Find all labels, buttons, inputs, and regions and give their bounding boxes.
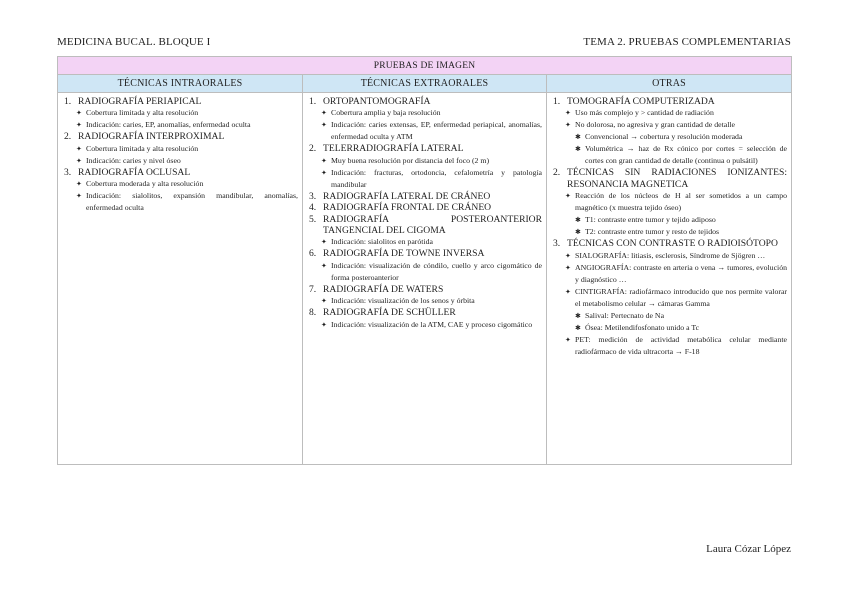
section-heading xyxy=(307,214,542,237)
section-number: 6. xyxy=(309,248,317,260)
section-number: 4. xyxy=(309,202,317,214)
bullet-text: Muy buena resolución por distancia del foco (2 m) xyxy=(331,155,490,165)
section-heading xyxy=(307,248,542,259)
bullet-text: Cobertura limitada y alta resolución xyxy=(86,143,199,153)
section-heading xyxy=(307,96,542,107)
section-heading xyxy=(307,307,542,318)
section-title: TÉCNICAS SIN RADIACIONES IONIZANTES: RESONANCIA MAGNETICA xyxy=(567,167,788,190)
bullet-item xyxy=(307,319,542,331)
bullet-text: CINTIGRAFÍA: radiofármaco introducido que nos permite valorar el metabolismo celular → cámaras Gamma xyxy=(575,286,788,308)
star-bullet-icon: ✦ xyxy=(321,320,327,329)
header-topic: TEMA 2. PRUEBAS COMPLEMENTARIAS xyxy=(583,36,791,48)
bullet-item xyxy=(551,286,787,310)
star-bullet-icon: ✦ xyxy=(76,156,82,165)
section-heading xyxy=(62,131,298,142)
bullet-text: Indicación: fracturas, ortodoncia, cefalometría y patología mandibular xyxy=(331,167,542,189)
footer-author: Laura Cózar López xyxy=(706,543,791,555)
section-heading xyxy=(551,167,787,190)
bullet-text: Cobertura limitada y alta resolución xyxy=(86,108,199,118)
sub-bullet-item xyxy=(551,143,787,167)
bullet-text: Cobertura amplia y baja resolución xyxy=(331,108,441,118)
sub-bullet-item xyxy=(551,322,787,334)
bullet-item xyxy=(62,143,298,155)
section-number: 5. xyxy=(309,213,317,225)
section-number: 1. xyxy=(64,96,72,107)
section-heading xyxy=(551,96,787,107)
star-bullet-icon: ✦ xyxy=(76,109,82,118)
bullet-item xyxy=(551,334,787,358)
bullet-text: Indicación: visualización de los senos y órbita xyxy=(331,296,475,306)
bullet-text: PET: medición de actividad metabólica celular mediante radiofármaco de vida ultracorta → F-18 xyxy=(575,334,788,356)
bullet-text: Cobertura moderada y alta resolución xyxy=(86,179,204,189)
sub-bullet-text: Ósea: Metilendifosfonato unido a Tc xyxy=(585,322,700,332)
section-number: 2. xyxy=(64,131,72,143)
star-bullet-icon: ✦ xyxy=(565,192,571,201)
sub-bullet-text: Salival: Pertecnato de Na xyxy=(585,310,665,320)
bullet-item xyxy=(307,107,542,119)
star-bullet-icon: ✦ xyxy=(565,263,571,272)
bullet-text: Indicación: sialolitos en parótida xyxy=(331,237,433,247)
section-title: RADIOGRAFÍA DE SCHÜLLER xyxy=(323,307,456,319)
sub-bullet-text: T1: contraste entre tumor y tejido adiposo xyxy=(585,215,716,225)
section-heading xyxy=(551,238,787,249)
star-bullet-icon: ✦ xyxy=(76,192,82,201)
asterisk-bullet-icon: ✱ xyxy=(575,216,581,225)
section-title: TÉCNICAS CON CONTRASTE O RADIOISÓTOPO xyxy=(567,238,778,250)
bullet-text: Indicación: sialolitos, expansión mandibular, anomalías, enfermedad oculta xyxy=(86,191,298,213)
section-number: 3. xyxy=(64,166,72,178)
section-heading xyxy=(62,96,298,107)
star-bullet-icon: ✦ xyxy=(321,156,327,165)
section-heading xyxy=(307,191,542,202)
asterisk-bullet-icon: ✱ xyxy=(575,323,581,332)
bullet-text: SIALOGRAFÍA: litiasis, esclerosis, Síndrome de Sjögren … xyxy=(575,250,766,260)
asterisk-bullet-icon: ✱ xyxy=(575,311,581,320)
section-title: RADIOGRAFÍA DE TOWNE INVERSA xyxy=(323,248,485,260)
section-title: RADIOGRAFÍA OCLUSAL xyxy=(78,166,191,178)
sub-bullet-item xyxy=(551,310,787,322)
column-intraorales xyxy=(58,93,303,465)
bullet-text: Uso más complejo y > cantidad de radiación xyxy=(575,108,714,118)
bullet-item xyxy=(551,262,787,286)
section-number: 2. xyxy=(553,167,561,179)
bullet-text: Indicación: visualización de la ATM, CAE y proceso cigomático xyxy=(331,319,533,329)
bullet-text: ANGIOGRAFÍA: contraste en arteria o vena → tumores, evolución y diagnóstico … xyxy=(575,262,788,284)
bullet-item xyxy=(551,119,787,131)
column-header-extraorales: TÉCNICAS EXTRAORALES xyxy=(303,75,547,93)
star-bullet-icon: ✦ xyxy=(76,180,82,189)
column-header-intraorales: TÉCNICAS INTRAORALES xyxy=(58,75,303,93)
asterisk-bullet-icon: ✱ xyxy=(575,145,581,154)
bullet-text: Indicación: caries y nivel óseo xyxy=(86,155,181,165)
section-title: RADIOGRAFÍA POSTEROANTERIOR TANGENCIAL DEL CIGOMA xyxy=(323,213,542,237)
bullet-item xyxy=(307,260,542,284)
star-bullet-icon: ✦ xyxy=(76,121,82,130)
asterisk-bullet-icon: ✱ xyxy=(575,228,581,237)
star-bullet-icon: ✦ xyxy=(565,335,571,344)
bullet-text: No dolorosa, no agresiva y gran cantidad de detalle xyxy=(575,120,735,130)
bullet-item xyxy=(62,155,298,167)
column-extraorales xyxy=(303,93,547,465)
sub-bullet-item xyxy=(551,226,787,238)
section-title: RADIOGRAFÍA PERIAPICAL xyxy=(78,96,202,107)
star-bullet-icon: ✦ xyxy=(565,121,571,130)
section-title: RADIOGRAFÍA LATERAL DE CRÁNEO xyxy=(323,190,491,202)
sub-bullet-text: Convencional → cobertura y resolución moderada xyxy=(585,132,743,142)
section-title: TOMOGRAFÍA COMPUTERIZADA xyxy=(567,96,715,107)
bullet-text: Reacción de los núcleos de H al ser sometidos a un campo magnético (x muestra tejido óseo) xyxy=(575,191,788,213)
section-number: 3. xyxy=(309,190,317,202)
table-title: PRUEBAS DE IMAGEN xyxy=(58,57,792,75)
section-number: 3. xyxy=(553,238,561,250)
section-number: 2. xyxy=(309,143,317,155)
star-bullet-icon: ✦ xyxy=(321,238,327,247)
section-number: 1. xyxy=(553,96,561,107)
section-title: ORTOPANTOMOGRAFÍA xyxy=(323,96,431,107)
star-bullet-icon: ✦ xyxy=(565,251,571,260)
section-title: TELERRADIOGRAFÍA LATERAL xyxy=(323,143,464,155)
bullet-item xyxy=(307,155,542,167)
star-bullet-icon: ✦ xyxy=(321,261,327,270)
section-heading xyxy=(307,202,542,213)
star-bullet-icon: ✦ xyxy=(565,287,571,296)
sub-bullet-text: T2: contraste entre tumor y resto de tejidos xyxy=(585,227,720,237)
header-subject: MEDICINA BUCAL. BLOQUE I xyxy=(57,36,211,48)
bullet-item xyxy=(551,107,787,119)
section-heading xyxy=(62,167,298,178)
section-heading xyxy=(307,284,542,295)
bullet-item xyxy=(62,107,298,119)
imaging-table xyxy=(57,56,792,465)
bullet-item xyxy=(307,119,542,143)
bullet-item xyxy=(551,250,787,262)
star-bullet-icon: ✦ xyxy=(321,109,327,118)
bullet-item xyxy=(62,119,298,131)
section-title: RADIOGRAFÍA INTERPROXIMAL xyxy=(78,131,225,143)
column-otras xyxy=(547,93,792,465)
star-bullet-icon: ✦ xyxy=(321,168,327,177)
section-number: 1. xyxy=(309,96,317,107)
star-bullet-icon: ✦ xyxy=(321,121,327,130)
bullet-text: Indicación: caries, EP, anomalías, enfermedad oculta xyxy=(86,120,251,130)
section-number: 7. xyxy=(309,283,317,295)
bullet-text: Indicación: caries extensas, EP, enfermedad periapical, anomalías, enfermedad oculta y ATM xyxy=(331,120,542,142)
sub-bullet-item xyxy=(551,214,787,226)
star-bullet-icon: ✦ xyxy=(565,109,571,118)
section-title: RADIOGRAFÍA FRONTAL DE CRÁNEO xyxy=(323,202,492,214)
bullet-text: Indicación: visualización de cóndilo, cuello y arco cigomático de forma posteroanterior xyxy=(331,260,542,282)
bullet-item xyxy=(62,190,298,214)
bullet-item xyxy=(307,167,542,191)
bullet-item xyxy=(307,236,542,248)
bullet-item xyxy=(551,190,787,214)
column-header-otras: OTRAS xyxy=(547,75,792,93)
section-title: RADIOGRAFÍA DE WATERS xyxy=(323,283,444,295)
asterisk-bullet-icon: ✱ xyxy=(575,133,581,142)
sub-bullet-item xyxy=(551,131,787,143)
sub-bullet-text: Volumétrica → haz de Rx cónico por cortes = selección de cortes con gran cantidad de detalle (continua o pulsátil) xyxy=(585,144,788,166)
bullet-item xyxy=(62,178,298,190)
star-bullet-icon: ✦ xyxy=(321,297,327,306)
star-bullet-icon: ✦ xyxy=(76,144,82,153)
section-number: 8. xyxy=(309,307,317,319)
section-heading xyxy=(307,143,542,154)
bullet-item xyxy=(307,295,542,307)
